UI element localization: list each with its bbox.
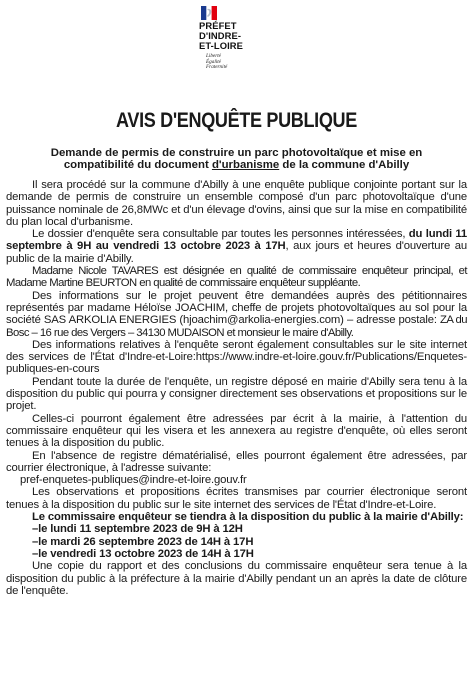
paragraph-text: , aux jours et heures d'ouverture au public de la mairie d'Abilly. <box>6 240 467 265</box>
paragraph-commissioners: Madame Nicole TAVARES est désignée en qualité de commissaire enquêteur principal, et Madame Martine BEURTON en qualité de commissaire enquêteur suppléante. <box>6 265 467 290</box>
postal-address: ZA du Bosc – 16 rue des Vergers – 34130 MUDAISON et monsieur le maire d'Abilly. <box>6 314 467 339</box>
page-title: AVIS D'ENQUÊTE PUBLIQUE <box>116 109 357 132</box>
consultation-dates: du lundi 11 septembre à 9H au vendredi 13 octobre 2023 à 17H <box>6 228 467 253</box>
subtitle-line: Demande de permis de construire un parc photovoltaïque et mise en <box>50 147 423 159</box>
prefecture-name <box>199 21 243 52</box>
prefecture-name-line: PRÉFET <box>199 20 237 31</box>
paragraph-procedure: Il sera procédé sur la commune d'Abilly à une enquête publique conjointe portant sur la demande de permis de construire un ensemble composé d'un parc photovoltaïque d'une puissance nominale de 26,8MWc et d'un élevage d'ovins, ainsi que sur la mise en compatibilité du plan local d'urbanisme. <box>6 179 467 228</box>
paragraph-contact <box>6 290 467 339</box>
submission-email-address: pref-enquetes-publiques@indre-et-loire.gouv.fr <box>20 474 247 487</box>
paragraph-text: Le dossier d'enquête sera consultable par toutes les personnes intéressées, <box>32 228 409 241</box>
subtitle-text: de la commune d'Abilly <box>279 159 410 172</box>
marianne-flag-icon <box>201 6 217 20</box>
republic-motto <box>206 54 227 71</box>
subtitle-text: compatibilité du document <box>63 159 212 172</box>
permanences-intro: Le commissaire enquêteur se tiendra à la disposition du public à la mairie d'Abilly: <box>32 511 464 524</box>
paragraph-text: Des informations sur le projet peuvent être demandées auprès des pétitionnaires représentés par madame Héloïse JOACHIM, cheffe de projets photovoltaïques au sol pour la société SAS ARKOLIA ENERGIES (hjoachim@arkolia-energies.com) – adresse postale: <box>6 289 467 327</box>
schedule-item: –le mardi 26 septembre 2023 de 14H à 17H <box>32 535 254 548</box>
motto-line: Égalité <box>206 58 221 65</box>
subtitle-underlined-word: d'urbanisme <box>211 159 280 172</box>
paragraph-website: Des informations relatives à l'enquête seront également consultables sur le site internet des services de l'État d'Indre-et-Loire:https://www.indre-et-loire.gouv.fr/Publications/Enquetes-publiques-en-cours <box>6 338 467 376</box>
paragraph-email-submissions: En l'absence de registre dématérialisé, elles pourront également être adressées, par courrier électronique, à l'adresse suivante: <box>6 449 467 474</box>
schedule-item: –le vendredi 13 octobre 2023 de 14H à 17H <box>32 547 254 560</box>
prefecture-logo <box>192 6 282 86</box>
paragraph-consultation <box>6 228 467 265</box>
paragraph-permanences <box>6 511 467 523</box>
paragraph-written-submissions: Celles-ci pourront également être adressées par écrit à la mairie, à l'attention du commissaire enquêteur qui les visera et les annexera au registre d'enquête, où elles seront tenues à la disposition du public. <box>6 412 467 450</box>
subtitle-line <box>16 159 457 171</box>
notice-subtitle <box>16 147 457 172</box>
prefecture-name-line: ET-LOIRE <box>199 40 244 52</box>
paragraph-register: Pendant toute la durée de l'enquête, un registre déposé en mairie d'Abilly sera tenu à la disposition du public qui pourra y consigner directement ses observations et propositions sur le projet. <box>6 375 467 413</box>
prefecture-name-line: D'INDRE- <box>199 30 242 42</box>
paragraph-report: Une copie du rapport et des conclusions du commissaire enquêteur sera tenue à la disposition du public à la préfecture à la mairie d'Abilly pendant un an après la date de clôture de l'enquête. <box>6 560 467 597</box>
schedule-item: –le lundi 11 septembre 2023 de 9H à 12H <box>32 523 243 536</box>
paragraph-email-publication: Les observations et propositions écrites transmises par courrier électronique seront tenues à la disposition du public sur le site internet des services de l'État d'Indre-et-Loire. <box>6 486 467 511</box>
motto-line: Liberté <box>206 53 221 59</box>
notice-body <box>6 179 467 597</box>
motto-line: Fraternité <box>206 64 228 71</box>
